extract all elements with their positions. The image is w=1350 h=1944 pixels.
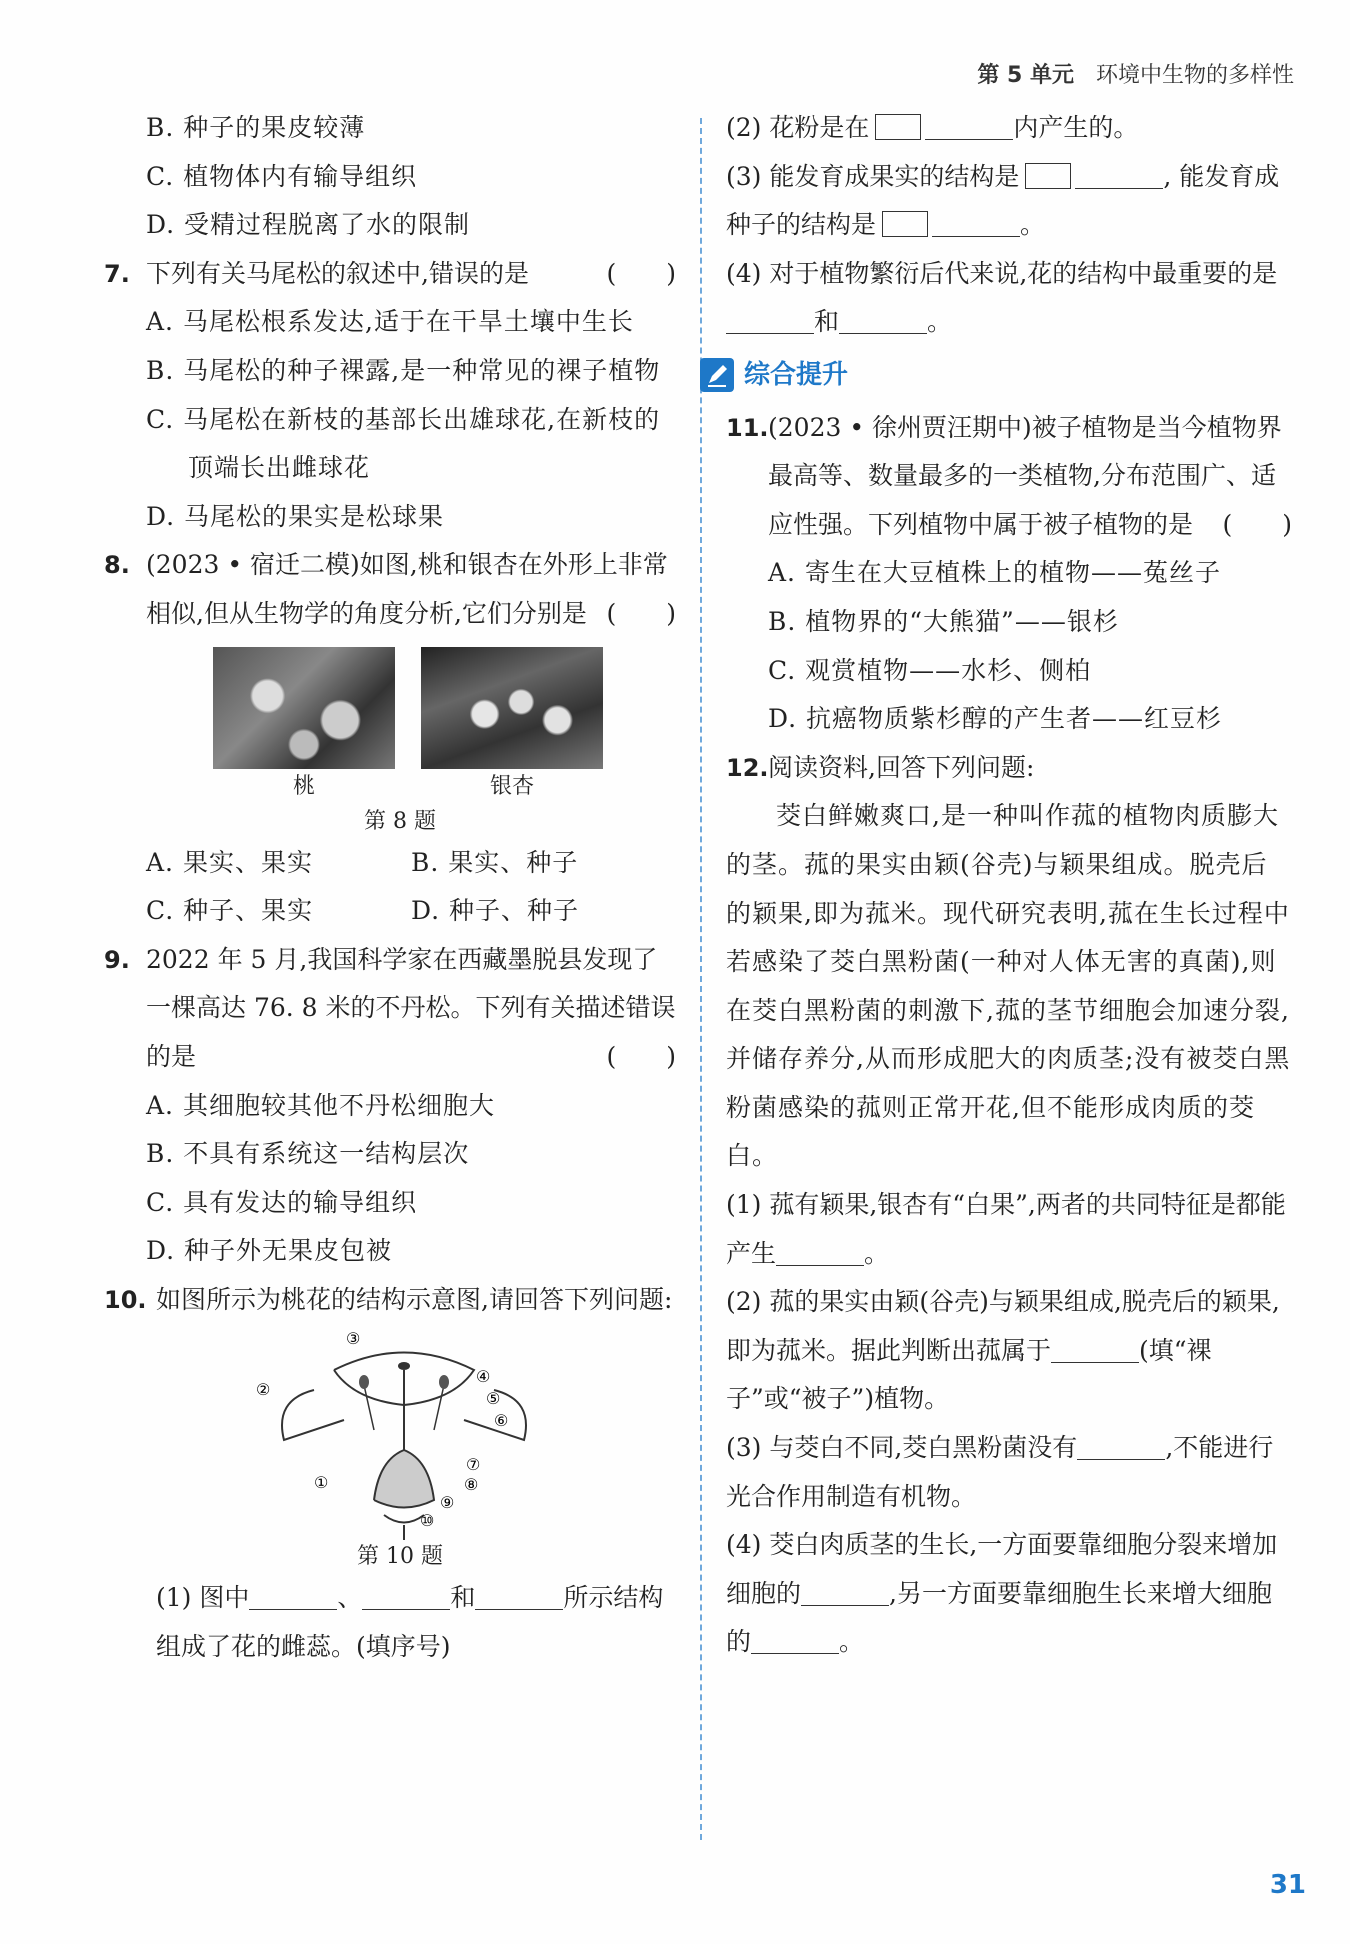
section-heading	[700, 351, 1292, 400]
option-c: C. 种子、果实	[146, 896, 314, 926]
section-title: 综合提升	[744, 359, 849, 390]
right-column	[726, 104, 1292, 1667]
question-number: 11.	[726, 413, 769, 442]
pencil-icon	[700, 358, 734, 392]
option-d: D. 种子外无果皮包被	[146, 1236, 393, 1266]
bracket-left	[875, 114, 898, 140]
sub2-text-a: (2) 花粉是在	[726, 113, 870, 142]
question-stem: 2022 年 5 月,我国科学家在西藏墨脱县发现了一棵高达 76. 8 米的不丹松。下列有关描述错误的是	[146, 944, 676, 1071]
question-10	[104, 1276, 676, 1325]
page-number: 31	[1269, 1870, 1306, 1900]
flower-diagram	[254, 1330, 554, 1540]
prev-option-b: B. 种子的果皮较薄	[146, 113, 366, 142]
page-header	[977, 58, 1294, 89]
question-stem: 如图所示为桃花的结构示意图,请回答下列问题:	[156, 1284, 673, 1314]
sub3-text-d: 。	[1020, 210, 1046, 240]
label-2: ②	[256, 1380, 271, 1400]
question-stem: (2023 • 宿迁二模)如图,桃和银杏在外形上非常相似,但从生物学的角度分析,它们分别是	[146, 550, 668, 628]
answer-blank[interactable]	[751, 1627, 839, 1654]
option-c: C. 具有发达的输导组织	[146, 1187, 418, 1217]
answer-bracket: ( )	[1222, 509, 1292, 539]
label-7: ⑦	[466, 1455, 481, 1475]
option-d: D. 抗癌物质紫杉醇的产生者——红豆杉	[768, 704, 1223, 734]
option-d: D. 种子、种子	[411, 896, 580, 926]
question-11	[726, 404, 1292, 550]
q10-sub2	[726, 104, 1292, 153]
question-9	[104, 936, 676, 1082]
option-c: C. 马尾松在新枝的基部长出雄球花,在新枝的顶端长出雌球花	[146, 404, 661, 483]
option-b: B. 果实、种子	[411, 847, 579, 877]
left-column	[104, 104, 676, 1672]
question-number: 12.	[726, 753, 769, 782]
reading-passage: 茭白鲜嫩爽口,是一种叫作菰的植物肉质膨大的茎。菰的果实由颖(谷壳)与颖果组成。脱壳后的颖果,即为菰米。现代研究表明,菰在生长过程中若感染了茭白黑粉菌(一种对人体无害的真菌),则在茭白黑粉菌的刺激下,菰的茎节细胞会加速分裂,并储存养分,从而形成肥大的肉质茎;没有被茭白黑粉菌感染的菰则正常开花,但不能形成肉质的茭白。	[726, 801, 1291, 1171]
question-8	[104, 541, 676, 638]
q12-sub1	[726, 1181, 1292, 1278]
option-a: A. 其细胞较其他不丹松细胞大	[146, 1090, 495, 1120]
sub1-text-a: (1) 图中	[156, 1583, 250, 1613]
answer-blank[interactable]	[249, 1583, 337, 1610]
sub3-text-a: (3) 能发育成果实的结构是	[726, 161, 1020, 191]
sub1-text-d: 所示结构组成了花的雌蕊。(填序号)	[156, 1583, 664, 1662]
question-12	[726, 744, 1292, 793]
q8-options	[104, 839, 676, 936]
label-9: ⑨	[440, 1493, 455, 1513]
sub3-text-a: (3) 与茭白不同,茭白黑粉菌没有	[726, 1433, 1078, 1463]
figure-8-labels	[168, 769, 648, 805]
question-7	[104, 250, 676, 299]
bracket-left	[1025, 163, 1048, 189]
option-b: B. 马尾松的种子裸露,是一种常见的裸子植物	[146, 355, 661, 385]
label-3: ③	[346, 1330, 361, 1349]
sub3-text-b: ,	[1163, 161, 1172, 191]
unit-label: 第 5 单元	[977, 63, 1074, 88]
bracket-right	[898, 114, 921, 140]
label-8: ⑧	[464, 1475, 479, 1495]
question-number: 9.	[104, 945, 130, 974]
label-6: ⑥	[494, 1411, 509, 1431]
figure-10-caption: 第 10 题	[357, 1544, 443, 1570]
sub2-text-b: 内产生的。	[1013, 113, 1139, 142]
question-number: 10.	[104, 1285, 147, 1314]
peach-label: 桃	[292, 773, 315, 799]
sub4-text-b: ,另一方面要靠细胞生长来增大细胞的	[726, 1578, 1272, 1657]
answer-blank[interactable]	[776, 1239, 864, 1266]
sub4-text-a: (4) 对于植物繁衍后代来说,花的结构中最重要的是	[726, 258, 1278, 288]
label-10: ⑩	[420, 1511, 435, 1531]
q12-sub4	[726, 1521, 1292, 1667]
answer-blank[interactable]	[1075, 162, 1163, 189]
answer-blank[interactable]	[726, 307, 814, 334]
question-stem: (2023 • 徐州贾汪期中)被子植物是当今植物界最高等、数量最多的一类植物,分布范围广、适应性强。下列植物中属于被子植物的是	[768, 412, 1282, 539]
q10-sub1	[104, 1574, 676, 1671]
sub4-text-b: 和	[814, 307, 840, 337]
label-4: ④	[476, 1367, 491, 1387]
question-stem: 下列有关马尾松的叙述中,错误的是	[146, 258, 529, 288]
flower-structure-svg	[254, 1330, 554, 1540]
sub2-text-a: (2) 菰的果实由颖(谷壳)与颖果组成,脱壳后的颖果,即为菰米。据此判断出菰属于	[726, 1287, 1280, 1365]
question-number: 7.	[104, 259, 130, 288]
sub1-text-a: (1) 菰有颖果,银杏有“白果”,两者的共同特征是都能产生	[726, 1190, 1286, 1268]
answer-bracket: ( )	[606, 598, 676, 628]
option-d: D. 马尾松的果实是松球果	[146, 501, 445, 531]
option-a: A. 果实、果实	[146, 847, 313, 877]
question-number: 8.	[104, 551, 130, 580]
figure-8-caption: 第 8 题	[364, 808, 436, 834]
q12-sub2	[726, 1278, 1292, 1424]
figure-8	[168, 647, 648, 769]
answer-blank[interactable]	[475, 1583, 563, 1610]
q10-sub3	[726, 153, 1292, 250]
prev-option-d: D. 受精过程脱离了水的限制	[146, 210, 471, 240]
label-5: ⑤	[486, 1389, 501, 1409]
option-b: B. 不具有系统这一结构层次	[146, 1139, 470, 1169]
peach-photo	[213, 647, 395, 769]
option-a: A. 寄生在大豆植株上的植物——菟丝子	[768, 558, 1221, 588]
answer-blank[interactable]	[801, 1579, 889, 1606]
answer-blank[interactable]	[1051, 1336, 1139, 1363]
sub4-text-a: (4) 茭白肉质茎的生长,一方面要靠细胞分裂来增加细胞的	[726, 1530, 1278, 1608]
option-b: B. 植物界的“大熊猫”——银杉	[768, 606, 1119, 636]
answer-blank[interactable]	[925, 113, 1013, 140]
ginkgo-label: 银杏	[489, 773, 534, 799]
bracket-right	[1048, 163, 1071, 189]
option-c: C. 观赏植物——水杉、侧柏	[768, 655, 1092, 685]
bracket-left	[882, 211, 905, 237]
sub3-text-b: ,不能进行光合作用制造有机物。	[726, 1433, 1274, 1511]
sub1-text-c: 和	[450, 1583, 476, 1613]
sub1-text-b: 、	[337, 1583, 363, 1613]
question-stem: 阅读资料,回答下列问题:	[768, 752, 1035, 782]
sub4-text-c: 。	[839, 1627, 865, 1657]
q10-sub4	[726, 250, 1292, 347]
prev-option-c: C. 植物体内有输导组织	[146, 161, 418, 191]
sub1-text-b: 。	[864, 1238, 890, 1268]
answer-blank[interactable]	[362, 1583, 450, 1610]
answer-blank[interactable]	[932, 210, 1020, 237]
ginkgo-photo	[421, 647, 603, 769]
unit-title: 环境中生物的多样性	[1095, 63, 1294, 88]
label-1: ①	[314, 1473, 329, 1493]
sub2-text-b: (填“裸子”或“被子”)植物。	[726, 1335, 1212, 1414]
answer-bracket: ( )	[606, 1041, 676, 1071]
q12-sub3	[726, 1424, 1292, 1521]
sub4-text-c: 。	[927, 307, 953, 337]
answer-bracket: ( )	[606, 258, 676, 288]
sub3-text-c: 能发育成种子的结构是	[726, 161, 1280, 240]
option-a: A. 马尾松根系发达,适于在干旱土壤中生长	[146, 307, 634, 337]
answer-blank[interactable]	[1077, 1433, 1165, 1460]
bracket-right	[905, 211, 928, 237]
answer-blank[interactable]	[839, 307, 927, 334]
